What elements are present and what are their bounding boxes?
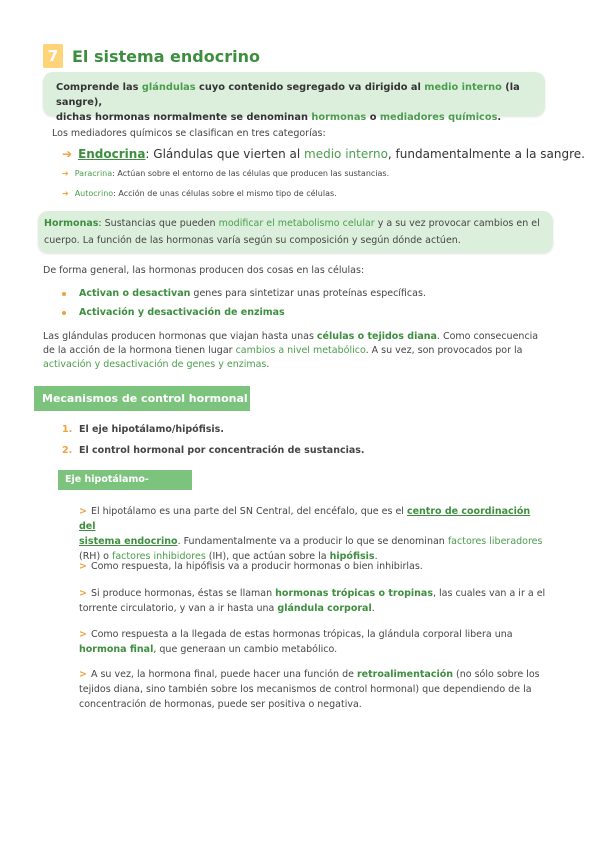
axis-paragraph-5: > A su vez, la hormona final, puede hacer una función de retroalimentación (no sólo sobre los tejidos diana, sino también sobre los mecanismos de control hormonal) que dependiendo de la concentración de hormonas, puede ser positiva o negativa. xyxy=(79,669,540,710)
categories-intro: Los mediadores químicos se clasifican en tres categorías: xyxy=(52,128,326,139)
arrow-icon: ➔ xyxy=(62,169,69,178)
mechanisms-section-title: Mecanismos de control hormonal xyxy=(34,386,250,411)
page-title: El sistema endocrino xyxy=(72,46,260,66)
axis-paragraph-4: > Como respuesta a la llegada de estas hormonas trópicas, la glándula corporal libera una hormona final, que generaan un cambio metabólico. xyxy=(79,629,513,655)
glands-paragraph: Las glándulas producen hormonas que viajan hasta unas células o tejidos diana. Como consecuencia de la acción de la hormona tienen lugar cambios a nivel metabólico. A su vez, son provocados por la activación y desactivación de genes y enzimas. xyxy=(43,331,539,370)
chevron-right-icon: > xyxy=(79,629,87,640)
bullet-icon xyxy=(62,311,66,315)
list-number: 1. xyxy=(62,424,73,435)
chevron-right-icon: > xyxy=(79,561,87,572)
intro-text: Comprende las glándulas cuyo contenido segregado va dirigido al medio interno (la sangre), dichas hormonas normalmente se denominan hormonas o mediadores químicos. xyxy=(56,82,520,123)
mechanism-item: El control hormonal por concentración de sustancias. xyxy=(79,445,365,456)
section-number-badge: 7 xyxy=(43,44,63,68)
chevron-right-icon: > xyxy=(79,506,87,517)
category-autocrino: ➔ Autocrino: Acción de unas células sobre el mismo tipo de células. xyxy=(62,189,337,198)
category-endocrina: ➔ Endocrina: Glándulas que vierten al medio interno, fundamentalmente a la sangre. xyxy=(62,147,585,161)
effects-intro: De forma general, las hormonas producen dos cosas en las células: xyxy=(43,265,365,276)
bullet-icon xyxy=(62,292,66,296)
chevron-right-icon: > xyxy=(79,588,87,599)
axis-subsection-title: Eje hipotálamo-hipófisis xyxy=(58,470,192,490)
intro-highlight-box xyxy=(43,72,545,123)
axis-paragraph-1: > El hipotálamo es una parte del SN Central, del encéfalo, que es el centro de coordinación del sistema endocrino. Fundamentalmente va a producir lo que se denominan factores liberadores (RH) o factores inhibidores (IH), que actúan sobre la hipófisis. xyxy=(79,506,543,562)
mechanism-item: El eje hipotálamo/hipófisis. xyxy=(79,424,224,435)
axis-paragraph-3: > Si produce hormonas, éstas se llaman hormonas trópicas o tropinas, las cuales van a ir a el torrente circulatorio, y van a ir hasta una glándula corporal. xyxy=(79,588,546,614)
chevron-right-icon: > xyxy=(79,669,87,680)
list-number: 2. xyxy=(62,445,73,456)
section-heading xyxy=(43,44,260,68)
effect-item: Activan o desactivan genes para sintetizar unas proteínas específicas. xyxy=(79,288,426,299)
category-paracrina: ➔ Paracrina: Actúan sobre el entorno de las células que producen las sustancias. xyxy=(62,169,390,178)
axis-paragraph-2: > Como respuesta, la hipófisis va a producir hormonas o bien inhibirlas. xyxy=(79,561,423,572)
arrow-icon: ➔ xyxy=(62,147,73,161)
arrow-icon: ➔ xyxy=(62,189,69,198)
hormonas-definition: Hormonas: Sustancias que pueden modificar el metabolismo celular y a su vez provocar cambios en el cuerpo. La función de las hormonas varía según su composición y según dónde actúen. xyxy=(44,218,540,246)
hormonas-definition-box xyxy=(38,211,553,253)
effect-item: Activación y desactivación de enzimas xyxy=(79,307,285,318)
